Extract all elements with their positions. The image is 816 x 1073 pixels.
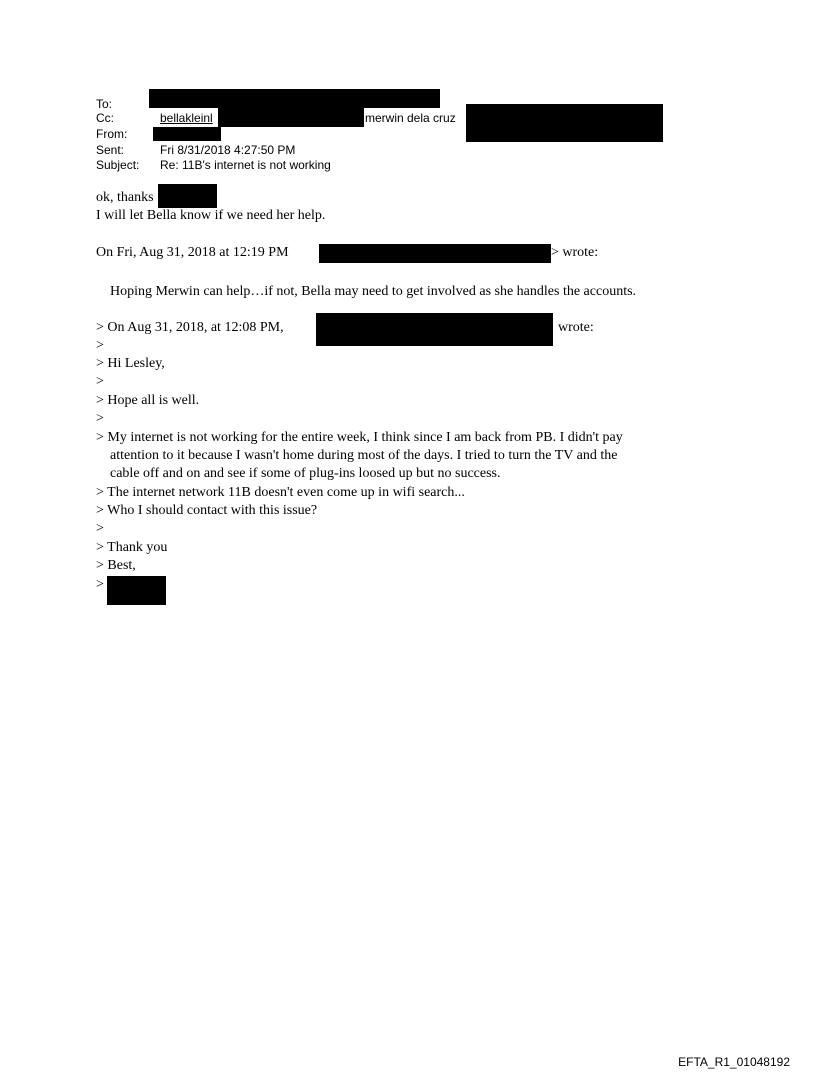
- quote2-greeting: > Hi Lesley,: [96, 356, 165, 371]
- reply-line-2: I will let Bella know if we need her help.: [96, 208, 326, 223]
- redaction-quote2-email: [316, 313, 553, 346]
- quote2-para1-line3: cable off and on and see if some of plug-ins loosed up but no success.: [110, 466, 501, 481]
- cc-value-2: merwin dela cruz: [365, 111, 456, 125]
- quote2-blank-3: >: [96, 411, 104, 426]
- reply-line-1: ok, thanks: [96, 190, 154, 205]
- to-label: To:: [96, 97, 113, 111]
- redaction-to: [149, 89, 440, 108]
- redaction-reply-name: [158, 184, 217, 208]
- quote2-para1-line1: > My internet is not working for the entire week, I think since I am back from PB. I didn't pay: [96, 430, 623, 445]
- quote1-attribution-end: > wrote:: [551, 245, 599, 260]
- quote2-para1-line2: attention to it because I wasn't home during most of the days. I tried to turn the TV and the: [110, 448, 618, 463]
- quote2-attribution-end: wrote:: [558, 320, 594, 335]
- redaction-cc-1: [218, 107, 364, 127]
- quote2-blank-4: >: [96, 521, 104, 536]
- sent-label: Sent:: [96, 143, 125, 157]
- quote2-best: > Best,: [96, 558, 136, 573]
- document-id: EFTA_R1_01048192: [678, 1055, 790, 1069]
- sent-value: Fri 8/31/2018 4:27:50 PM: [160, 143, 296, 157]
- redaction-from: [153, 127, 221, 141]
- from-label: From:: [96, 127, 128, 141]
- quote2-thanks: > Thank you: [96, 540, 168, 555]
- subject-label: Subject:: [96, 158, 140, 172]
- subject-value: Re: 11B's internet is not working: [160, 158, 331, 172]
- quote2-blank-2: >: [96, 374, 104, 389]
- quote2-blank-1: >: [96, 338, 104, 353]
- quote2-attribution-start: > On Aug 31, 2018, at 12:08 PM,: [96, 320, 284, 335]
- quote1-attribution-start: On Fri, Aug 31, 2018 at 12:19 PM: [96, 245, 289, 260]
- quote2-question: > Who I should contact with this issue?: [96, 503, 318, 518]
- redaction-quote1-email: [319, 244, 551, 263]
- cc-value-1: bellakleinl: [160, 111, 213, 125]
- redaction-cc-2: [466, 104, 663, 142]
- cc-label: Cc:: [96, 111, 114, 125]
- quote1-text: Hoping Merwin can help…if not, Bella may need to get involved as she handles the accounts.: [110, 284, 637, 299]
- quote2-network: > The internet network 11B doesn't even come up in wifi search...: [96, 485, 465, 500]
- redaction-signature: [107, 576, 166, 605]
- quote2-sig-prefix: >: [96, 577, 104, 592]
- quote2-hope: > Hope all is well.: [96, 393, 200, 408]
